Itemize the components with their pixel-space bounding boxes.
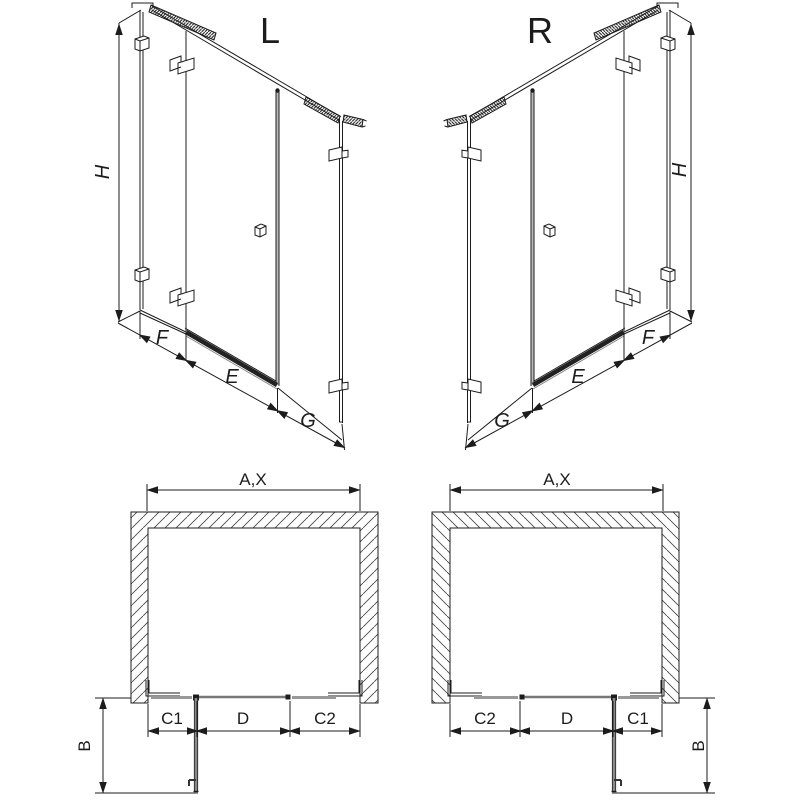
variant-label-left: L bbox=[259, 10, 281, 51]
variant-label-right: R bbox=[527, 10, 553, 51]
front-dim-right-c1: C1 bbox=[627, 709, 649, 728]
perspective-view-right bbox=[444, 3, 695, 450]
front-dim-left-c1: C1 bbox=[161, 709, 183, 728]
height-dim-label-left: H bbox=[92, 164, 114, 180]
front-dim-left-d: D bbox=[236, 709, 250, 728]
perspective-view-left bbox=[116, 3, 367, 450]
depth-dim-label-right: B bbox=[689, 740, 708, 752]
height-dim-label-right: H bbox=[669, 162, 691, 178]
dim-label-left-e: E bbox=[225, 366, 239, 388]
front-dim-right-c2: C2 bbox=[474, 709, 496, 728]
dim-label-left-f: F bbox=[155, 327, 169, 349]
depth-dim-label-left: B bbox=[75, 740, 94, 752]
width-dim-label-left: A,X bbox=[239, 470, 267, 489]
dim-label-right-f: F bbox=[641, 327, 655, 349]
dim-label-right-e: E bbox=[571, 366, 585, 388]
front-dim-left-c2: C2 bbox=[314, 709, 336, 728]
plan-view-left bbox=[95, 484, 378, 793]
dim-label-right-g: G bbox=[494, 410, 510, 432]
dim-label-left-g: G bbox=[300, 410, 316, 432]
width-dim-label-right: A,X bbox=[543, 470, 571, 489]
front-dim-right-d: D bbox=[560, 709, 574, 728]
plan-view-right bbox=[432, 484, 715, 793]
